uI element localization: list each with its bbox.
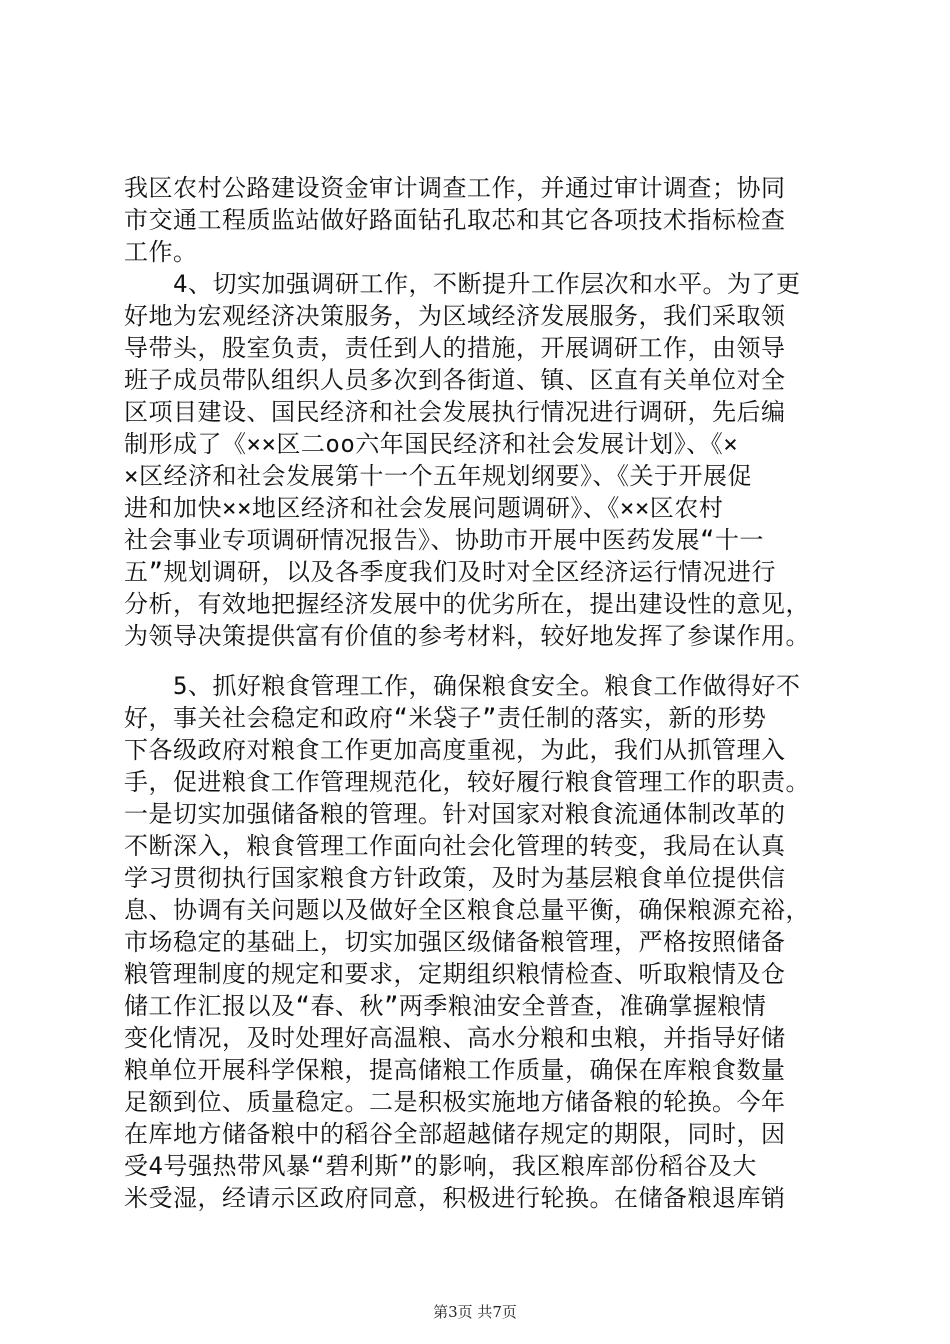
paragraph-line: 我区农村公路建设资金审计调查工作，并通过审计调查；协同 [124,174,786,202]
paragraph-line: 进和加快××地区经济和社会发展问题调研》、《××区农村 [124,494,724,522]
paragraph-line: 在库地方储备粮中的稻谷全部超越储存规定的期限，同时，因 [124,1120,786,1148]
paragraph-line: 五”规划调研，以及各季度我们及时对全区经济运行情况进行 [124,558,776,586]
paragraph-line: 市场稳定的基础上，切实加强区级储备粮管理，严格按照储备 [124,928,786,956]
paragraph-line: 储工作汇报以及“春、秋”两季粮油安全普查，准确掌握粮情 [124,992,767,1020]
paragraph-line: 好地为宏观经济决策服务，为区域经济发展服务，我们采取领 [124,302,786,330]
paragraph-line: 米受湿，经请示区政府同意，积极进行轮换。在储备粮退库销 [124,1184,786,1212]
paragraph-line: 手，促进粮食工作管理规范化，较好履行粮食管理工作的职责。 [124,768,810,796]
paragraph-line: 5、抓好粮食管理工作，确保粮食安全。粮食工作做得好不 [124,672,801,700]
paragraph-line: 为领导决策提供富有价值的参考材料，较好地发挥了参谋作用。 [124,622,810,650]
paragraph-line: 学习贯彻执行国家粮食方针政策，及时为基层粮食单位提供信 [124,864,786,892]
paragraph-line: 好，事关社会稳定和政府“米袋子”责任制的落实，新的形势 [124,704,767,732]
paragraph-line: 社会事业专项调研情况报告》、协助市开展中医药发展“十一 [124,526,764,554]
paragraph-line: 班子成员带队组织人员多次到各街道、镇、区直有关单位对全 [124,366,786,394]
paragraph-line: 一是切实加强储备粮的管理。针对国家对粮食流通体制改革的 [124,800,786,828]
page-footer: 第3页 共7页 [433,1303,517,1321]
paragraph-line: ×区经济和社会发展第十一个五年规划纲要》、《关于开展促 [124,462,752,490]
paragraph-line: 粮单位开展科学保粮，提高储粮工作质量，确保在库粮食数量 [124,1056,786,1084]
paragraph-line: 不断深入，粮食管理工作面向社会化管理的转变，我局在认真 [124,832,786,860]
paragraph-line: 下各级政府对粮食工作更加高度重视，为此，我们从抓管理入 [124,736,786,764]
paragraph-line: 导带头，股室负责，责任到人的措施，开展调研工作，由领导 [124,334,786,362]
paragraph-line: 足额到位、质量稳定。二是积极实施地方储备粮的轮换。今年 [124,1088,786,1116]
paragraph-line: 受4号强热带风暴“碧利斯”的影响，我区粮库部份稻谷及大 [124,1152,757,1180]
paragraph-line: 变化情况，及时处理好高温粮、高水分粮和虫粮，并指导好储 [124,1024,786,1052]
paragraph-line: 4、切实加强调研工作，不断提升工作层次和水平。为了更 [124,270,801,298]
paragraph-line: 制形成了《××区二oo六年国民经济和社会发展计划》、《× [124,430,739,458]
paragraph-line: 工作。 [124,238,198,266]
paragraph-line: 区项目建设、国民经济和社会发展执行情况进行调研，先后编 [124,398,786,426]
paragraph-line: 息、协调有关问题以及做好全区粮食总量平衡，确保粮源充裕， [124,896,810,924]
paragraph-line: 分析，有效地把握经济发展中的优劣所在，提出建设性的意见， [124,590,810,618]
paragraph-line: 市交通工程质监站做好路面钻孔取芯和其它各项技术指标检查 [124,206,786,234]
paragraph-line: 粮管理制度的规定和要求，定期组织粮情检查、听取粮情及仓 [124,960,786,988]
